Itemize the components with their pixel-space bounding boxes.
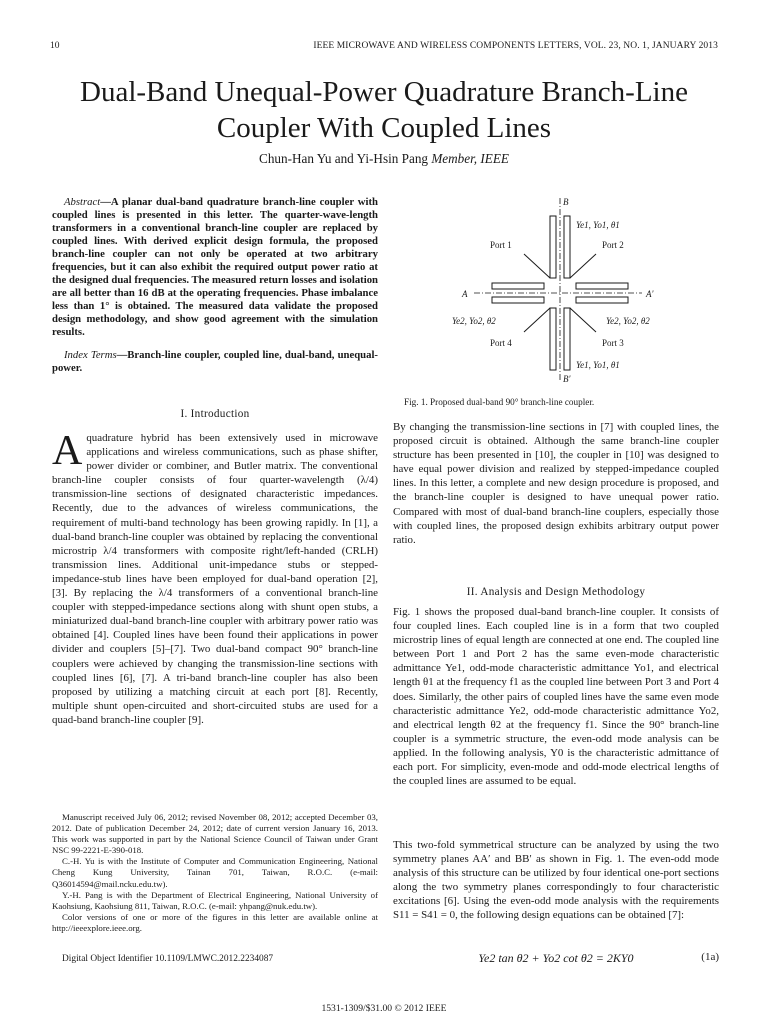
label-bottom-params: Ye1, Yo1, θ1	[576, 360, 620, 370]
label-port-4: Port 4	[490, 338, 512, 348]
label-a: A	[462, 289, 468, 299]
abstract	[52, 196, 378, 339]
index-terms-text: —Branch-line coupler, coupled line, dual-band, unequal-power.	[52, 349, 378, 374]
right-paragraph-3: This two-fold symmetrical structure can be analyzed by using the two symmetry planes AA′ and BB′ as shown in Fig. 1. The even-odd mode analysis of this structure can be utilized by four identical one-port sections along the two symmetry planes correspondingly to four characteristic excitations [6]. Using the even-odd mode analysis with the requirements S11 = S41 = 0, the following design equations can be obtained [7]:	[393, 839, 719, 922]
label-left-params: Ye2, Yo2, θ2	[452, 316, 496, 326]
label-port-1: Port 1	[490, 240, 512, 250]
paper-title: Dual-Band Unequal-Power Quadrature Branch-Line Coupler With Coupled Lines	[80, 76, 688, 144]
abstract-text: —A planar dual-band quadrature branch-line coupler with coupled lines is presented in this letter. The quarter-wave-length transformers in a conventional branch-line coupler are replaced by coupled lines. With derived explicit design formula, the proposed branch-line coupler can not only be operated at two arbitrary frequencies, but it can also exhibit the required output power ratio at the designed dual frequencies. The measured return losses and isolation are all better than 16 dB at the operating frequencies. Phase imbalance less than 1° is obtained. The measured data validate the proposed design methodology, and show good agreement with the simulation results.	[52, 196, 378, 338]
authors	[40, 151, 728, 167]
page-number: 10	[50, 41, 60, 51]
introduction-text: quadrature hybrid has been extensively used in microwave applications and wireless communications, such as phase shifter, power divider or combiner, and Butler matrix. The conventional branch-line coupler consists of four quarter-wavelength (λ/4) transmission-line sections of designated characteristic impedances. Recently, due to the advances of wireless communications, the requirement of multi-band technology has been growing rapidly. In [1], a dual-band branch-line coupler was obtained by replacing the conventional microstrip λ/4 transformers with composite right/left-handed (CRLH) transmission lines. Additional unit-impedance stubs or stepped-impedance-stub lines have been employed for dual-band operation [2], [3]. By replacing the λ/4 transformers of a conventional branch-line coupler with stepped-impedance sections along with shunt open stubs, a miniaturized dual-band branch-line coupler with arbitrary power ratio was obtained [4]. Coupled lines have been found their applications in power divider and couplers [5]–[7]. Two dual-band compact 90° branch-line couplers were achieved by changing the transmission-line sections with coupled lines [6], [7]. A tri-band branch-line coupler has also been proposed by utilizing a matching circuit at each port [8]. Recently, multiple shunt open-circuited and short-circuited stubs are used for a quad-band branch-line coupler [9].	[52, 432, 378, 726]
label-b: B	[563, 197, 569, 207]
label-b-prime: B'	[563, 374, 571, 384]
footnote-author2: Y.-H. Pang is with the Department of Electrical Engineering, National University of Kaohsiung, Kaohsiung 811, Taiwan, R.O.C. (e-mail: yhpang@nuk.edu.tw).	[52, 889, 378, 911]
label-port-2: Port 2	[602, 240, 624, 250]
introduction-paragraph	[52, 428, 378, 727]
footnote-author1: C.-H. Yu is with the Institute of Computer and Communication Engineering, National Cheng Kung University, Tainan 701, Taiwan, R.O.C. (e-mail: Q36014594@mail.ncku.edu.tw).	[52, 856, 378, 889]
footnote-color: Color versions of one or more of the figures in this letter are available online at http://ieeexplore.ieee.org.	[52, 911, 378, 933]
label-top-params: Ye1, Yo1, θ1	[576, 220, 620, 230]
figure-1-coupler-diagram	[446, 196, 682, 384]
dropcap-letter: A	[52, 428, 83, 474]
author-membership: Member, IEEE	[431, 151, 509, 166]
label-a-prime: A'	[646, 289, 654, 299]
right-paragraph-1: By changing the transmission-line sections in [7] with coupled lines, the proposed circuit is obtained. Although the same branch-line coupler structure has been presented in [10], the coupler in [10] was designed to have equal power division and realized by stepped-impedance coupled lines. In this letter, a complete and new design procedure is proposed, and the branch-line coupler is designed to have unequal power ratio. Compared with most of dual-band branch-line couplers, especially those with coupled lines, the proposed design exhibits arbitrary output power ratio.	[393, 421, 719, 546]
footnotes	[52, 812, 378, 934]
index-terms	[52, 349, 378, 375]
figure-1-caption: Fig. 1. Proposed dual-band 90° branch-line coupler.	[404, 397, 595, 407]
label-port-3: Port 3	[602, 338, 624, 348]
label-right-params: Ye2, Yo2, θ2	[606, 316, 650, 326]
author-names: Chun-Han Yu and Yi-Hsin Pang	[259, 151, 429, 166]
equation-number: (1a)	[701, 951, 719, 963]
doi: Digital Object Identifier 10.1109/LMWC.2012.2234087	[62, 954, 274, 964]
journal-header: IEEE MICROWAVE AND WIRELESS COMPONENTS LETTERS, VOL. 23, NO. 1, JANUARY 2013	[313, 41, 718, 51]
section-heading-analysis: II. Analysis and Design Methodology	[466, 586, 646, 598]
section-heading-introduction: I. Introduction	[180, 408, 250, 420]
copyright-footer: 1531-1309/$31.00 © 2012 IEEE	[321, 1003, 447, 1014]
equation-text: Ye2 tan θ2 + Yo2 cot θ2 = 2KY0	[478, 951, 634, 965]
index-terms-lead: Index Terms	[64, 349, 117, 361]
abstract-lead: Abstract	[64, 196, 101, 208]
right-paragraph-2: Fig. 1 shows the proposed dual-band branch-line coupler. It consists of four coupled lines. Each coupled line is in a form that two coupled microstrip lines of equal length are connected at one end. The coupled line between Port 1 and Port 2 has the same even-mode characteristic admittance Ye1, odd-mode characteristic admittance Yo1, and electrical length θ1 at the frequency f1 as the coupled line between Port 3 and Port 4 does. Similarly, the other pairs of coupled lines have the same even mode characteristic admittance Ye2, odd-mode characteristic admittance Yo2, and electrical length θ2 at the frequency f1. Since the 90° branch-line coupler is a symmetric structure, the even-odd mode analysis can be applied. In the following analysis, Y0 is the characteristic admittance of each port. For simplicity, even-mode and odd-mode electrical lengths of the coupled lines are assumed to be equal.	[393, 606, 719, 788]
footnote-received: Manuscript received July 06, 2012; revised November 08, 2012; accepted December 03, 2012. Date of publication December 24, 2012; date of current version January 16, 2013. This work was supported in part by the National Science Council of Taiwan under Grant NSC 99-2221-E-390-018.	[52, 812, 378, 856]
